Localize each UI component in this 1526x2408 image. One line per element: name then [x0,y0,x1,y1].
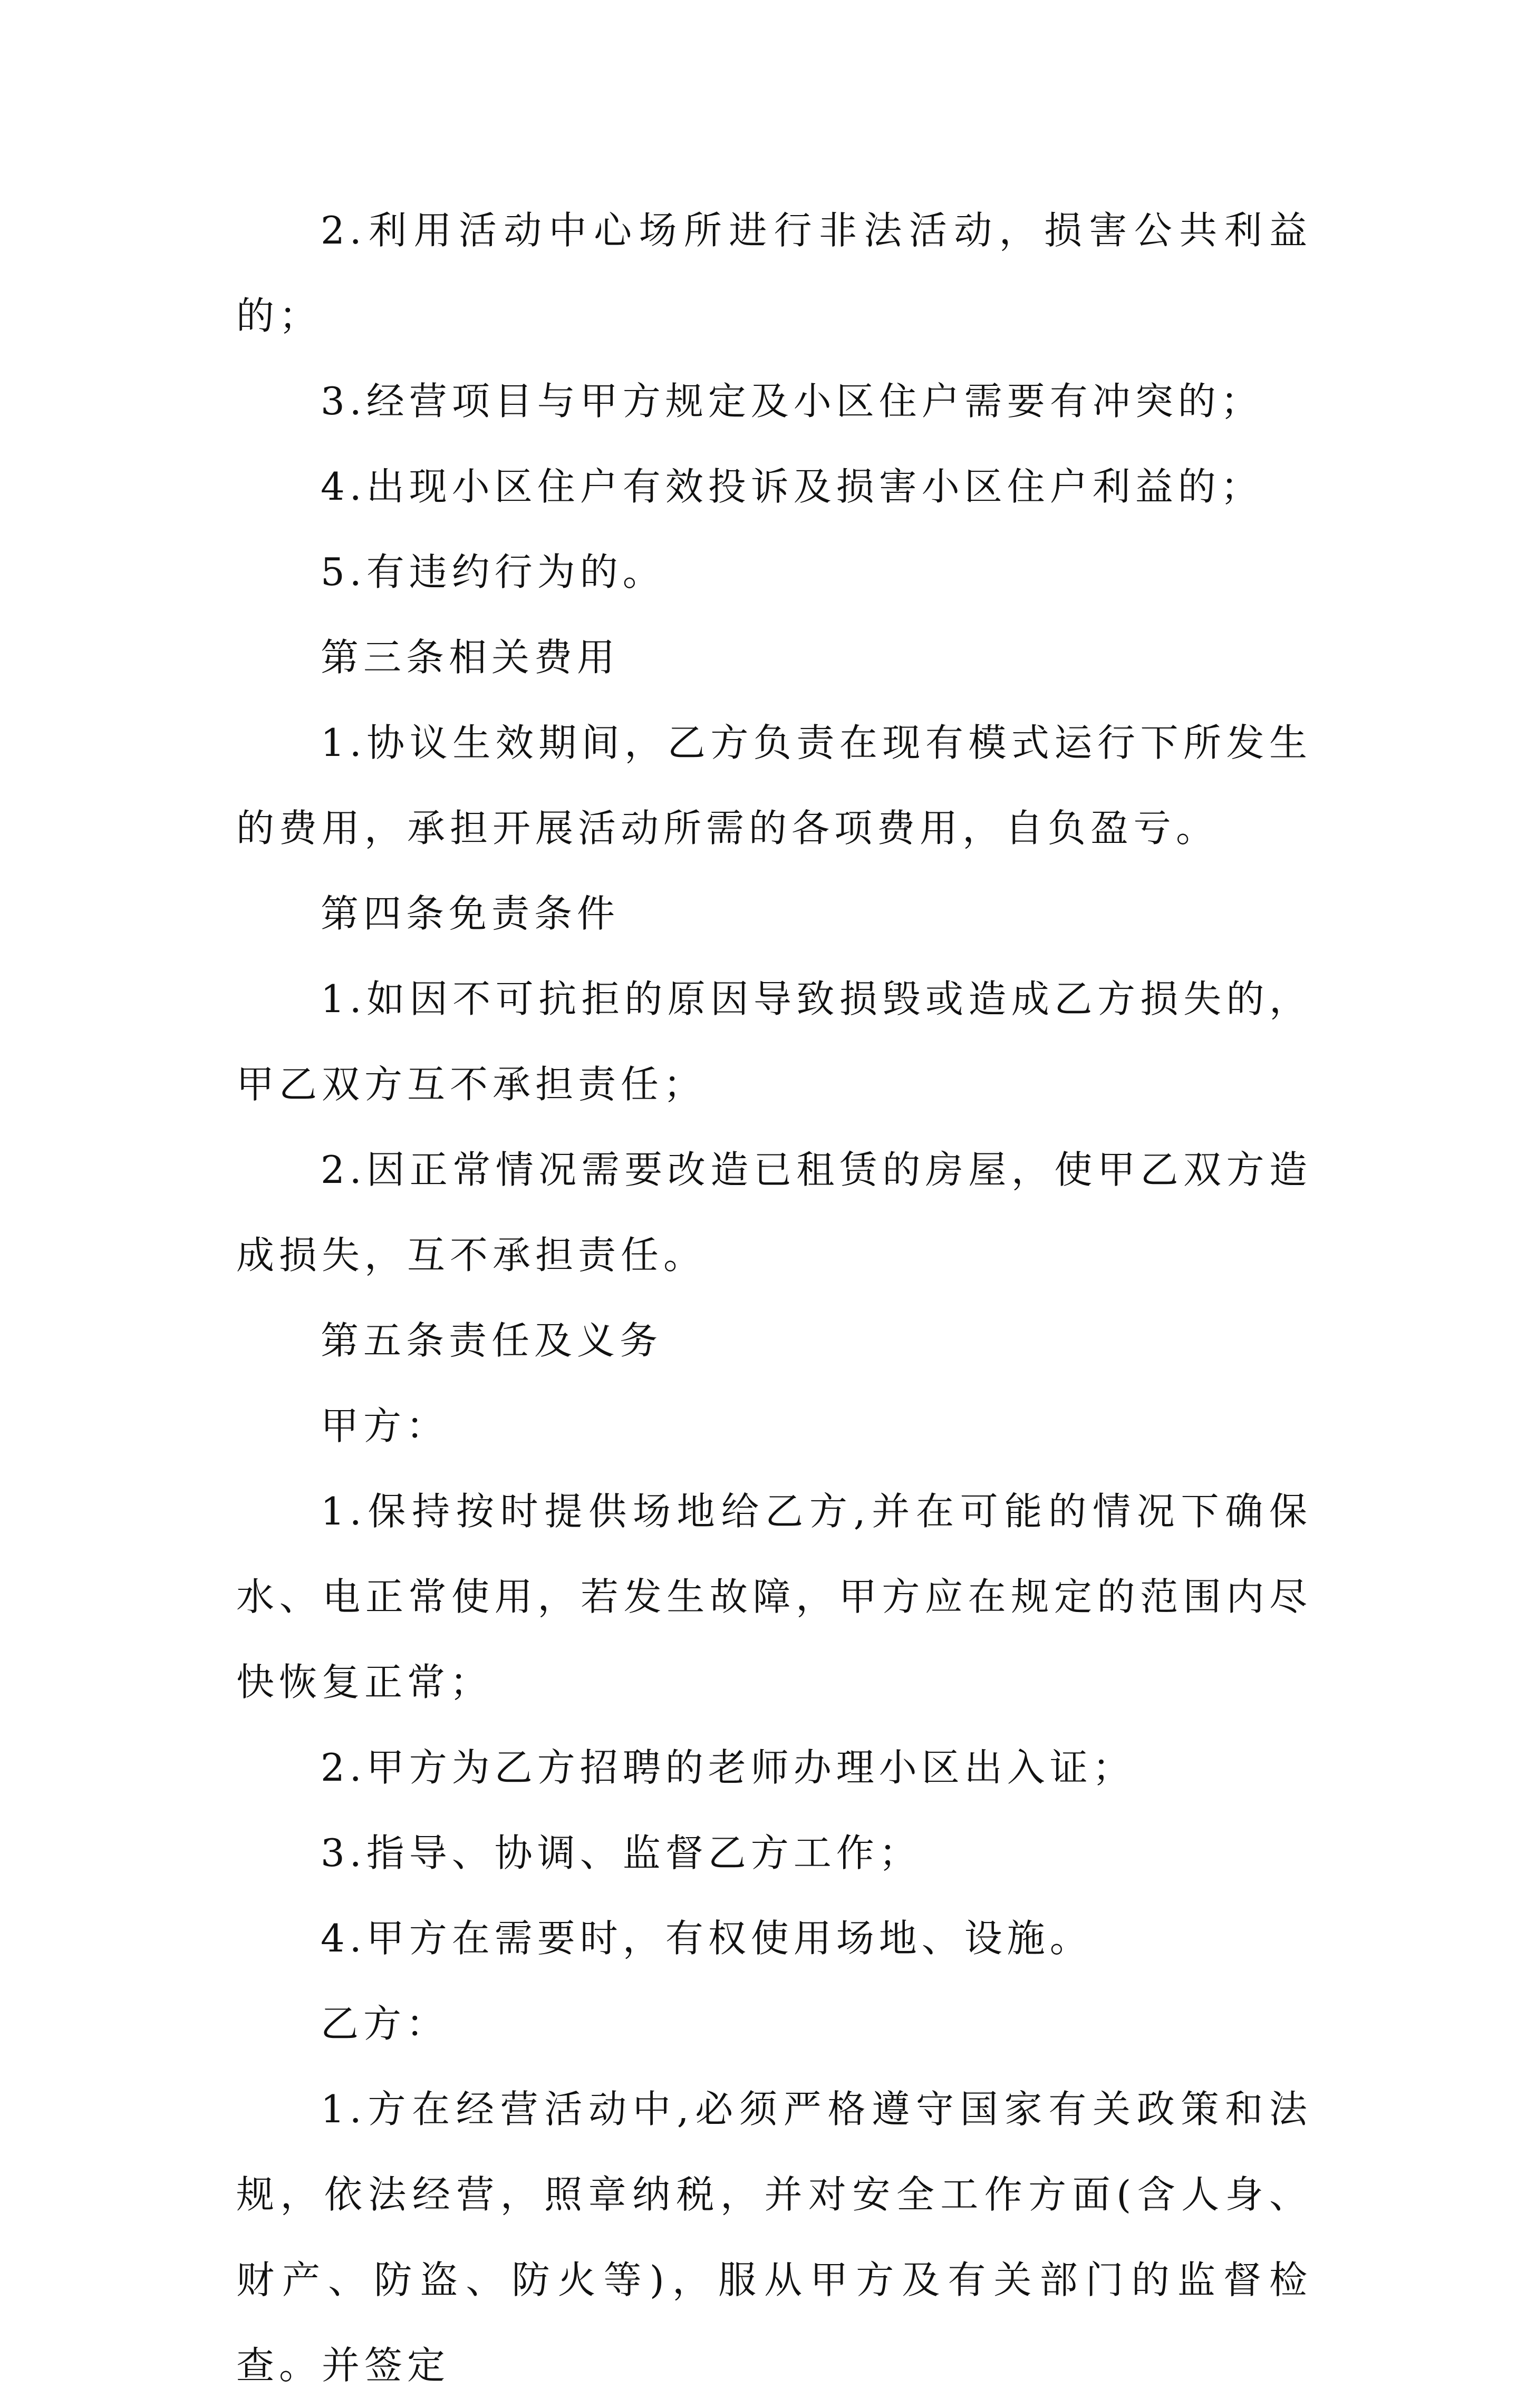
clause-item-3-conflict: 3.经营项目与甲方规定及小区住户需要有冲突的； [321,379,1263,423]
exemption-item-2: 2.因正常情况需要改造已租赁的房屋，使甲乙双方造成损失，互不承担责任。 [236,1148,1312,1277]
party-a-item-4: 4.甲方在需要时，有权使用场地、设施。 [321,1916,1093,1960]
party-a-item-2: 2.甲方为乙方招聘的老师办理小区出入证； [321,1745,1135,1790]
clause-item-4-complaints: 4.出现小区住户有效投诉及损害小区住户利益的； [321,464,1263,509]
clause-item-5-breach: 5.有违约行为的。 [321,550,665,594]
section-heading-exemption: 第四条免责条件 [321,891,620,936]
section-heading-duties: 第五条责任及义务 [321,1318,663,1363]
document-body [236,188,1312,2408]
party-a-item-3: 3.指导、协调、监督乙方工作； [321,1831,922,1875]
party-b-label: 乙方： [321,2002,449,2046]
fees-item-1: 1.协议生效期间，乙方负责在现有模式运行下所发生的费用，承担开展活动所需的各项费用，自负盈亏。 [236,721,1312,850]
section-heading-fees: 第三条相关费用 [321,635,620,679]
party-a-label: 甲方： [321,1404,449,1448]
party-b-item-1: 1.方在经营活动中,必须严格遵守国家有关政策和法规，依法经营，照章纳税，并对安全工作方面(含人身、财产、防盗、防火等)，服从甲方及有关部门的监督检查。并签定 [236,2087,1312,2387]
party-a-item-1: 1.保持按时提供场地给乙方,并在可能的情况下确保水、电正常使用，若发生故障，甲方应在规定的范围内尽快恢复正常； [236,1489,1312,1704]
clause-item-2-illegal-use: 2.利用活动中心场所进行非法活动，损害公共利益的； [236,208,1312,338]
exemption-item-1: 1.如因不可抗拒的原因导致损毁或造成乙方损失的，甲乙双方互不承担责任； [236,977,1312,1106]
